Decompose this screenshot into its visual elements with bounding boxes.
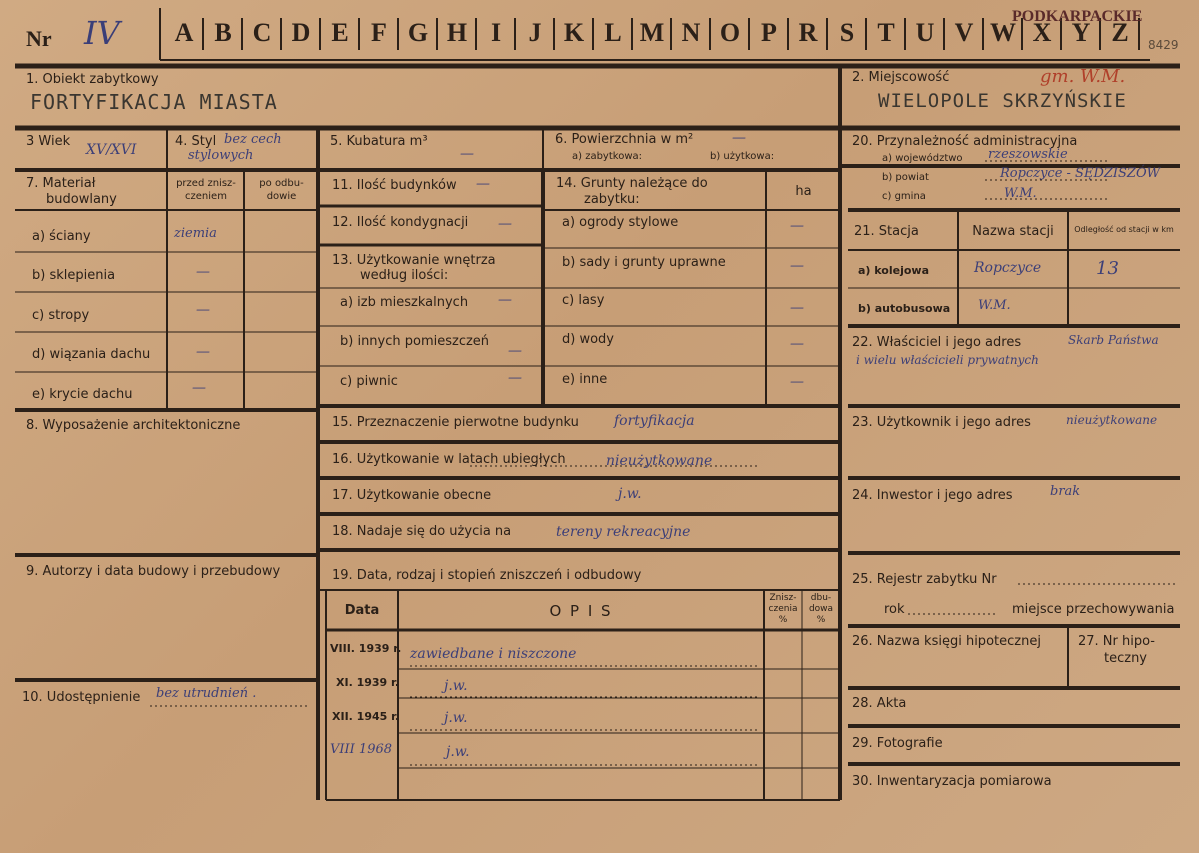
field-14-row-value: —: [790, 218, 804, 234]
index-letter: E: [331, 18, 349, 47]
index-letter: P: [761, 18, 777, 47]
field-7-row-label: b) sklepienia: [32, 268, 116, 283]
field-1-value: FORTYFIKACJA MIASTA: [30, 90, 278, 114]
field-4-label: 4. Styl: [175, 134, 217, 149]
field-7-label-1: 7. Materiał: [26, 176, 96, 191]
field-7-row-value: —: [196, 264, 210, 280]
field-12-value: —: [498, 216, 512, 232]
field-12-label: 12. Ilość kondygnacji: [332, 215, 469, 230]
field-20-b-value: Ropczyce - SĘDZISZÓW: [1000, 166, 1160, 181]
index-letter: W: [990, 18, 1016, 47]
index-letter: V: [954, 18, 974, 47]
field-4-value-line1: bez cech: [224, 132, 282, 147]
damage-row-desc: j.w.: [446, 744, 470, 760]
field-14-row-value: —: [790, 258, 804, 274]
field-6-label: 6. Powierzchnia w m²: [555, 132, 694, 147]
field-19-col-destr-2: czenia: [768, 604, 798, 614]
field-14-label-2: zabytku:: [584, 192, 640, 207]
field-9-label: 9. Autorzy i data budowy i przebudowy: [26, 564, 281, 579]
field-24-label: 24. Inwestor i jego adres: [852, 488, 1013, 503]
field-26-label: 26. Nazwa księgi hipotecznej: [852, 634, 1041, 649]
damage-row-desc: j.w.: [444, 710, 468, 726]
field-7-col-after-1: po odbu-: [259, 178, 304, 189]
field-21-col-name: Nazwa stacji: [972, 224, 1054, 239]
field-20-label: 20. Przynależność administracyjna: [852, 134, 1078, 149]
field-19-col-rebuild-1: dbu-: [810, 593, 832, 603]
nr-value: IV: [84, 14, 120, 52]
field-14-label-1: 14. Grunty należące do: [556, 176, 708, 191]
field-7-row-label: a) ściany: [32, 229, 91, 244]
field-14-row-value: —: [790, 300, 804, 316]
index-letter: T: [877, 18, 895, 47]
index-letter: X: [1032, 18, 1052, 47]
damage-row-desc: zawiedbane i niszczone: [410, 646, 577, 662]
field-14-row-label: a) ogrody stylowe: [562, 215, 679, 230]
field-13-row-label: a) izb mieszkalnych: [340, 295, 469, 310]
station-row-name: Ropczyce: [974, 260, 1042, 276]
field-25-place: miejsce przechowywania: [1012, 602, 1175, 617]
station-row-distance: 13: [1096, 258, 1119, 279]
field-20-a-value: rzeszowskie: [988, 147, 1068, 162]
field-25-rok: rok: [884, 602, 905, 617]
field-6-value: —: [732, 130, 746, 146]
damage-row-desc: j.w.: [444, 678, 468, 694]
field-27-label-1: 27. Nr hipo-: [1078, 634, 1155, 649]
field-19-label: 19. Data, rodzaj i stopień zniszczeń i odbudowy: [332, 568, 642, 583]
field-21-col-distance: Odległość od stacji w km: [1074, 225, 1174, 234]
field-7-row-value: —: [196, 344, 210, 360]
field-13-label-2: według ilości:: [360, 268, 449, 283]
field-14-row-label: c) lasy: [562, 293, 605, 308]
field-23-label: 23. Użytkownik i jego adres: [852, 415, 1031, 430]
field-11-value: —: [476, 176, 490, 192]
field-10-value: bez utrudnień .: [156, 686, 257, 701]
field-24-value: brak: [1050, 484, 1081, 499]
index-letter: U: [915, 18, 935, 47]
field-22-label: 22. Właściciel i jego adres: [852, 335, 1022, 350]
region-stamp: PODKARPACKIE: [1012, 8, 1143, 25]
field-18-value: tereny rekreacyjne: [556, 524, 691, 540]
index-letter: Y: [1071, 18, 1091, 47]
field-3-value: XV/XVI: [86, 142, 137, 158]
field-20-b-label: b) powiat: [882, 172, 929, 183]
field-16-value: nieużytkowane: [606, 453, 713, 469]
station-row-name: W.M.: [978, 298, 1011, 313]
field-14-row-value: —: [790, 374, 804, 390]
field-5-label: 5. Kubatura m³: [330, 134, 428, 149]
field-7-row-value: —: [196, 302, 210, 318]
index-letter: M: [639, 18, 665, 47]
field-19-col-rebuild-3: %: [816, 615, 826, 625]
field-25-label: 25. Rejestr zabytku Nr: [852, 572, 997, 587]
field-7-col-after-2: dowie: [266, 191, 297, 202]
field-14-row-label: d) wody: [562, 332, 614, 347]
field-18-label: 18. Nadaje się do użycia na: [332, 524, 512, 539]
damage-row-date: XI. 1939 r.: [336, 676, 400, 689]
index-letter: Z: [1111, 18, 1129, 47]
field-15-value: fortyfikacja: [614, 413, 695, 429]
field-7-row-label: e) krycie dachu: [32, 387, 133, 402]
field-2-label: 2. Miejscowość: [852, 70, 950, 85]
field-7-col-before-2: czeniem: [185, 191, 227, 202]
field-13-label-1: 13. Użytkowanie wnętrza: [332, 253, 496, 268]
index-letter: H: [446, 18, 468, 47]
index-letter: C: [252, 18, 272, 47]
field-3-label: 3 Wiek: [26, 134, 71, 149]
field-6-sub-b: b) użytkowa:: [710, 151, 775, 162]
field-4-value-line2: stylowych: [188, 148, 254, 163]
field-22-value-line1: Skarb Państwa: [1068, 333, 1159, 347]
field-28-label: 28. Akta: [852, 696, 907, 711]
stamp-number: 8429: [1148, 38, 1179, 52]
field-13-row-value: —: [508, 343, 522, 359]
field-21-label: 21. Stacja: [854, 224, 919, 239]
field-14-unit: ha: [795, 184, 812, 199]
field-13-row-value: —: [498, 292, 512, 308]
field-7-row-value: —: [192, 380, 206, 396]
nr-label: Nr: [26, 26, 52, 51]
index-letter: O: [719, 18, 741, 47]
field-13-row-label: c) piwnic: [340, 374, 398, 389]
field-19-col-desc: O P I S: [549, 602, 613, 620]
index-letter: L: [604, 18, 622, 47]
field-17-value: j.w.: [618, 486, 642, 502]
field-19-col-destr-1: Znisz-: [769, 593, 797, 603]
field-7-col-before-1: przed znisz-: [176, 178, 236, 189]
damage-row-date: VIII. 1939 r.: [330, 642, 402, 655]
field-6-sub-a: a) zabytkowa:: [572, 151, 642, 162]
index-letter: A: [174, 18, 194, 47]
field-7-row-label: d) wiązania dachu: [32, 347, 151, 362]
index-letter: R: [798, 18, 818, 47]
field-17-label: 17. Użytkowanie obecne: [332, 488, 492, 503]
field-14-row-label: e) inne: [562, 372, 608, 387]
field-13-row-value: —: [508, 370, 522, 386]
field-15-label: 15. Przeznaczenie pierwotne budynku: [332, 415, 579, 430]
index-letter: J: [528, 18, 542, 47]
index-letter: F: [371, 18, 387, 47]
field-29-label: 29. Fotografie: [852, 736, 943, 751]
index-letter: D: [291, 18, 311, 47]
field-19-col-rebuild-2: dowa: [808, 604, 834, 614]
field-2-value: WIELOPOLE SKRZYŃSKIE: [878, 90, 1127, 112]
field-16-label: 16. Użytkowanie w latach ubiegłych: [332, 452, 566, 467]
field-19-col-date: Data: [344, 603, 380, 618]
index-letter: I: [490, 18, 502, 47]
index-letter: S: [839, 18, 855, 47]
station-row-label: b) autobusowa: [858, 302, 951, 315]
index-letter: K: [563, 18, 585, 47]
field-7-row-value: ziemia: [174, 226, 217, 241]
field-13-row-label: b) innych pomieszczeń: [340, 334, 490, 349]
field-7-row-label: c) stropy: [32, 308, 90, 323]
index-letter: N: [681, 18, 701, 47]
field-7-label-2: budowlany: [46, 192, 117, 207]
field-2-annotation: gm. W.M.: [1040, 66, 1126, 87]
field-14-row-value: —: [790, 336, 804, 352]
damage-row-date: XII. 1945 r.: [332, 710, 400, 723]
field-30-label: 30. Inwentaryzacja pomiarowa: [852, 774, 1052, 789]
field-14-row-label: b) sady i grunty uprawne: [562, 255, 726, 270]
field-20-c-value: W.M.: [1004, 186, 1037, 201]
field-11-label: 11. Ilość budynków: [332, 178, 457, 193]
index-letter: G: [407, 18, 429, 47]
field-19-col-destr-3: %: [778, 615, 788, 625]
field-5-value: —: [460, 146, 474, 162]
field-8-label: 8. Wyposażenie architektoniczne: [26, 418, 241, 433]
field-22-value-line2: i wielu właścicieli prywatnych: [856, 353, 1039, 367]
field-10-label: 10. Udostępnienie: [22, 690, 141, 705]
damage-row-date: VIII 1968: [330, 742, 393, 757]
station-row-label: a) kolejowa: [858, 264, 930, 277]
field-1-label: 1. Obiekt zabytkowy: [26, 72, 159, 87]
field-20-c-label: c) gmina: [882, 191, 926, 202]
field-27-label-2: teczny: [1104, 651, 1147, 666]
index-letter: B: [214, 18, 232, 47]
field-23-value: nieużytkowane: [1066, 413, 1158, 427]
field-20-a-label: a) województwo: [882, 153, 963, 164]
